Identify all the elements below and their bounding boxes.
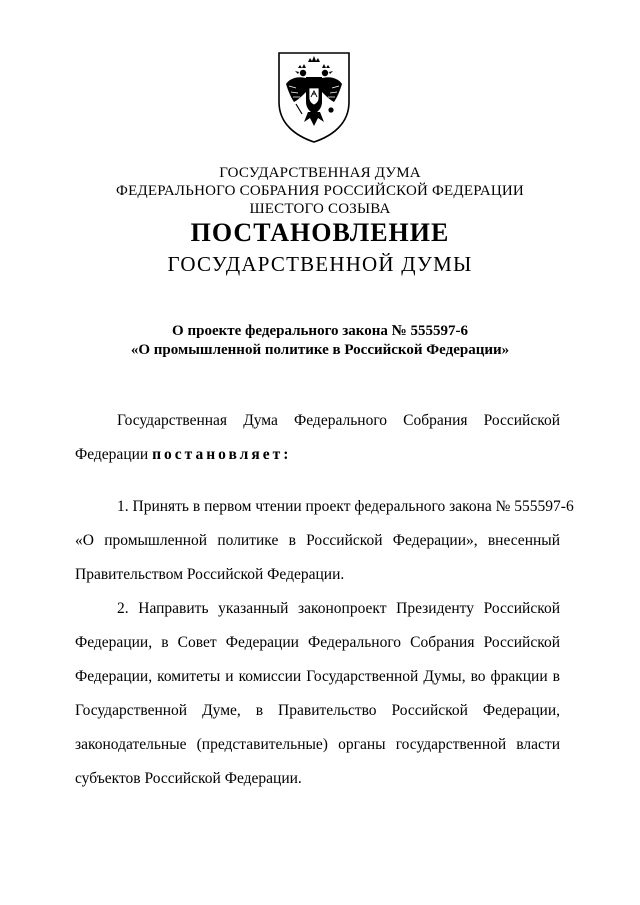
preamble-word: Российской [483,412,561,429]
coat-of-arms-icon [276,50,352,144]
decree-item-2 [75,592,560,796]
preamble-line-2 [75,438,560,472]
preamble-word: Государственная [117,412,228,429]
org-line-convocation: ШЕСТОГО СОЗЫВА [249,201,391,217]
decree-word: постановляет: [152,446,292,463]
item-line: «О промышленной политике в Российской Федерации», внесенный [75,532,560,549]
document-type-title: ПОСТАНОВЛЕНИЕ [190,218,450,247]
item-line: 1. Принять в первом чтении проект федерального закона № 555597-6 [117,498,574,515]
item-line: Государственной Думе, в Правительство Российской Федерации, [75,702,560,719]
preamble [75,404,560,472]
item-line: субъектов Российской Федерации. [75,770,302,787]
subject-line-2: «О промышленной политике в Российской Федерации» [130,342,510,358]
preamble-word: Федерального [294,412,388,429]
preamble-word: Собрания [403,412,468,429]
subject-line-1: О проекте федерального закона № 555597-6 [172,323,468,339]
preamble-word: Дума [243,412,278,429]
item-line: законодательные (представительные) органы государственной власти [75,736,560,753]
item-line: Федерации, в Совет Федерации Федерального Собрания Российской [75,634,560,651]
document-subject [0,322,640,360]
item-line: Федерации, комитеты и комиссии Государственной Думы, во фракции в [75,668,560,685]
organization-header [0,164,640,218]
item-line: 2. Направить указанный законопроект Президенту Российской [117,600,560,617]
org-line-duma: ГОСУДАРСТВЕННАЯ ДУМА [219,165,421,181]
preamble-line-2-start: Федерации [75,446,149,463]
org-line-federal-assembly: ФЕДЕРАЛЬНОГО СОБРАНИЯ РОССИЙСКОЙ ФЕДЕРАЦИИ [116,183,524,199]
preamble-line-1 [75,404,560,438]
decree-item-1 [75,490,574,592]
document-type-subtitle: ГОСУДАРСТВЕННОЙ ДУМЫ [167,252,473,276]
item-line: Правительством Российской Федерации. [75,566,345,583]
